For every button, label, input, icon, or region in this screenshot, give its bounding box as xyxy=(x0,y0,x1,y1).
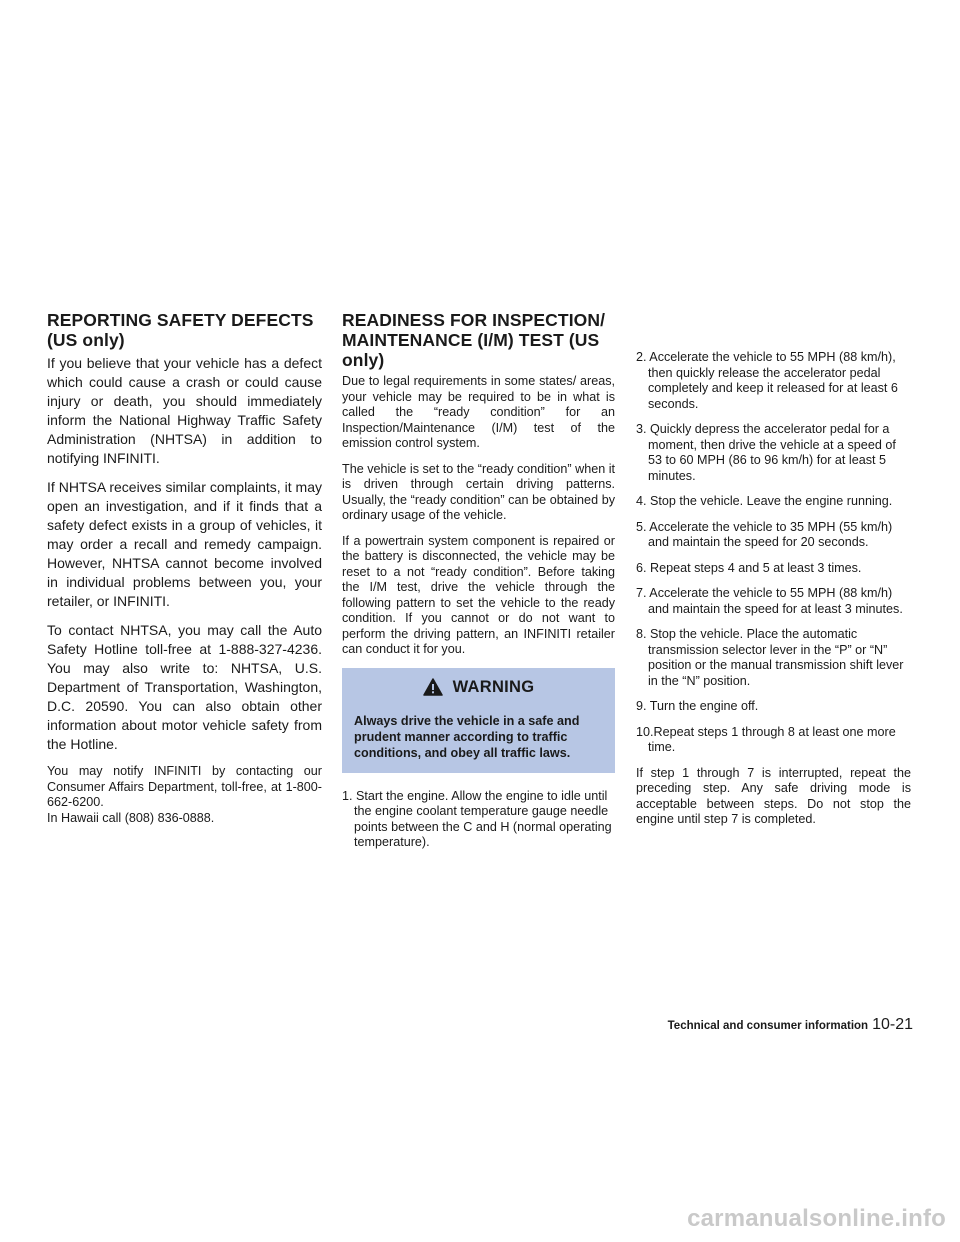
warning-triangle-icon xyxy=(423,678,443,696)
list-item: 7. Accelerate the vehicle to 55 MPH (88 km/h) and maintain the speed for at least 3 minutes. xyxy=(636,586,903,616)
section-heading-safety-defects: REPORTING SAFETY DEFECTS (US only) xyxy=(47,310,314,350)
section-heading-readiness: READINESS FOR INSPECTION/ MAINTENANCE (I/M) TEST (US only) xyxy=(342,310,606,370)
paragraph: To contact NHTSA, you may call the Auto Safety Hotline toll-free at 1-888-327-4236. You may also write to: NHTSA, U.S. Department of Transportation, Washington, D.C. 20590. You can also obtain other information about motor vehicle safety from the Hotline. xyxy=(47,622,322,752)
list-item: 4. Stop the vehicle. Leave the engine running. xyxy=(636,494,893,508)
paragraph: The vehicle is set to the “ready condition” when it is driven through certain driving patterns. Usually, the “ready condition” can be obtained by ordinary usage of the vehicle. xyxy=(342,461,616,522)
left-column xyxy=(47,310,322,836)
warning-title: WARNING xyxy=(452,677,535,696)
list-item: 1. Start the engine. Allow the engine to idle until the engine coolant temperature gauge needle points between the C and H (normal operating temperature). xyxy=(342,788,612,849)
list-item: 8. Stop the vehicle. Place the automatic transmission selector lever in the “P” or “N” position or the manual transmission shift lever in the “N” position. xyxy=(636,627,904,688)
warning-text: Always drive the vehicle in a safe and prudent manner according to traffic conditions, and obey all traffic laws. xyxy=(354,713,580,760)
footer-section-title: Technical and consumer information xyxy=(667,1020,869,1032)
paragraph: Due to legal requirements in some states/ areas, your vehicle may be required to be in what is called the “ready condition” for an Inspection/Maintenance (I/M) test of the emission control system. xyxy=(342,374,615,450)
middle-column xyxy=(342,310,615,861)
warning-header xyxy=(354,678,603,697)
steps-list-start xyxy=(342,789,615,851)
list-item: 6. Repeat steps 4 and 5 at least 3 times. xyxy=(636,560,862,575)
paragraph: If NHTSA receives similar complaints, it may open an investigation, and if it finds that a safety defect exists in a group of vehicles, it may order a recall and remedy campaign. However, NHTSA cannot become involved in individual problems between you, your retailer, or INFINITI. xyxy=(47,479,322,609)
watermark: carmanualsonline.info xyxy=(687,1205,946,1232)
paragraph: If step 1 through 7 is interrupted, repeat the preceding step. Any safe driving mode is acceptable between steps. Do not stop the engine until step 7 is completed. xyxy=(636,765,911,826)
paragraph: If a powertrain system component is repaired or the battery is disconnected, the vehicle may be reset to a not “ready condition”. Before taking the I/M test, drive the vehicle through the following pattern to set the vehicle to the ready condition. If you cannot or do not want to perform the driving pattern, an INFINITI retailer can conduct it for you. xyxy=(342,533,615,656)
list-item: 5. Accelerate the vehicle to 35 MPH (55 km/h) and maintain the speed for 20 seconds. xyxy=(636,519,893,549)
list-item: 10.Repeat steps 1 through 8 at least one more time. xyxy=(636,724,896,754)
page-number: 10-21 xyxy=(872,1016,913,1033)
warning-box xyxy=(342,668,615,773)
paragraph: You may notify INFINITI by contacting our Consumer Affairs Department, toll-free, at 1-800-662-6200. xyxy=(47,764,322,809)
paragraph: If you believe that your vehicle has a defect which could cause a crash or could cause injury or death, you should immediately inform the National Highway Traffic Safety Administration (NHTSA) in addition to notifying INFINITI. xyxy=(47,355,322,466)
list-item: 3. Quickly depress the accelerator pedal for a moment, then drive the vehicle at a speed of 53 to 60 MPH (86 to 96 km/h) for at least 5 minutes. xyxy=(636,422,896,483)
paragraph: In Hawaii call (808) 836-0888. xyxy=(47,810,215,825)
steps-list-continued xyxy=(636,350,911,756)
list-item: 9. Turn the engine off. xyxy=(636,699,759,713)
list-item: 2. Accelerate the vehicle to 55 MPH (88 km/h), then quickly release the accelerator pedal completely and keep it released for at least 6 seconds. xyxy=(636,350,898,411)
right-column xyxy=(636,350,911,838)
page-footer xyxy=(636,1016,913,1034)
